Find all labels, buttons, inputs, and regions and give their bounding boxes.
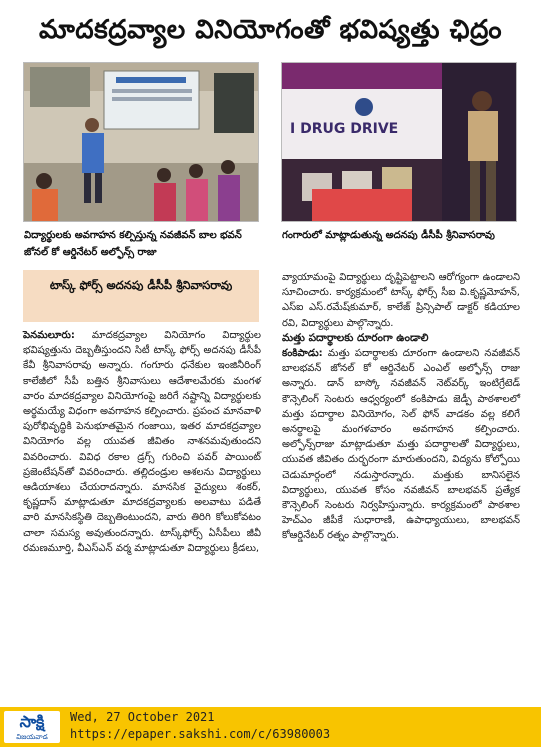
- sakshi-logo: [4, 711, 60, 743]
- dateline: కంకిపాడు:: [282, 348, 323, 360]
- article-body-right: [282, 270, 520, 544]
- pull-quote: టాస్క్ ఫోర్స్ అదనపు డీసీపీ శ్రీనివాసరావు: [23, 270, 259, 322]
- drug-drive-photo: [281, 62, 517, 222]
- dateline: పెనమలూరు:: [23, 330, 75, 341]
- epaper-url[interactable]: https://epaper.sakshi.com/c/63980003: [70, 727, 331, 741]
- photo-caption-left: విద్యార్థులకు అవగాహన కల్పిస్తున్న నవజీవన్ బాల భవన్ జోనల్ కో ఆర్డినేటర్ అల్ఫోన్స్ రాజు: [24, 230, 242, 258]
- photo-caption-right: గంగారులో మాట్లాడుతున్న అదనపు డీసీపీ శ్రీనివాసరావు: [282, 230, 495, 241]
- sub-headline: మత్తు పదార్థాలకు దూరంగా ఉండాలి: [282, 331, 429, 344]
- headline: మాదకద్రవ్యాల వినియోగంతో భవిష్యత్తు ఛిద్రం: [38, 15, 503, 45]
- publication-date: Wed, 27 October 2021: [70, 710, 215, 724]
- classroom-photo: [23, 62, 259, 222]
- banner-text: I DRUG DRIVE: [290, 121, 399, 137]
- logo-wordmark: సాక్షి: [19, 712, 45, 731]
- body-text: వ్యాయామంపై విద్యార్థులు దృష్టిపెట్టాలని ఆరోగ్యంగా ఉండాలని సూచించారు. కార్యక్రమంలో టాస్క్ ఫోర్స్ సీఐ వి.కృష్ణమోహన్, ఎస్ఐ ఎస్.రమేష్‌కుమార్, కాలేజ్ ప్రిన్సిపాల్ డాక్టర్ కడియాల రవి, విద్యార్థులు పాల్గొన్నారు.: [282, 272, 520, 329]
- logo-edition: విజయవాడ: [16, 733, 48, 741]
- body-text: మాదకద్రవ్యాల వినియోగం విద్యార్థుల భవిష్యత్తును దెబ్బతీస్తుందని సిటీ టాస్క్ ఫోర్స్ అదనపు డీసీపీ కేవీ శ్రీనివాసరావు అన్నారు. గంగూరు ధనేకుల ఇంజినీరింగ్ కాలేజీలో సీపీ బత్తిన శ్రీనివాసులు ఆదేశాలమేరకు మంగళ వారం మాదకద్రవ్యాల వినియోగంపై జరిగే నష్టాన్ని విద్యార్థులకు అర్థమయ్యే విధంగా అవగాహన కల్పించారు. ప్రపంచ మానవాళి పురోభివృద్ధికి పెనుభూతమైన గంజాయి, ఇతర మాదకద్రవ్యాల వినియోగం వల్ల యువత జీవితం నాశనమవుతుందని వివరించారు. వివిధ రకాల డ్రగ్స్ గురించి పవర్ పాయింట్ ప్రజెంటేషన్‌తో వివరించారు. తల్లిదండ్రుల ఆశలను విద్యార్థులు ఆడియాశలు చేయరాదన్నారు. మానసిక వైద్యులు శంకర్, కృష్ణదాస్ మాట్లాడుతూ మాదకద్రవ్యాలకు అలవాటు పడితే వారి మానసికస్థితి దెబ్బతింటుందని, వారు తిరిగి కోలుకోవటం చాలా సమస్య అవుతుందన్నారు. టాస్క్‌ఫోర్స్ ఏసీపీలు జీవీ రమణమూర్తి, వీఎస్ఎన్ వర్మ మాట్లాడుతూ విద్యార్థులు క్రీడలు,: [23, 330, 261, 554]
- body-text: మత్తు పదార్థాలకు దూరంగా ఉండాలని నవజీవన్ బాలభవన్ జోనల్ కో ఆర్డినేటర్ ఎంఎల్ అల్ఫోన్స్ రాజు అన్నారు. డాన్ బాస్కో నవజీవన్ నెట్‌వర్క్ ఇంటిగ్రేటెడ్ కౌన్సెలింగ్ సెంటరు ఆధ్వర్యంలో కంకిపాడు జెడ్పీ పాఠశాలలో మత్తు పదార్థాల వినియోగం, సెల్ ఫోన్ వాడకం వల్ల కలిగే అనర్థాలపై మంగళవారం అవగాహన కల్పించారు. అల్ఫోన్స్‌రాజు మాట్లాడుతూ మత్తు పదార్థాలతో విద్యార్థులు, యువత జీవితం దుర్భరంగా మారుతుందని, విద్యను కోల్పోయి చెడుమార్గంలో నడుస్తారన్నారు. మత్తుకు బానిసలైన విద్యార్థులు, యువత కోసం నవజీవన్ బాలభవన్ ప్రత్యేక కౌన్సెలింగ్ సెంటరు నిర్వహిస్తున్నారు. కార్యక్రమంలో పాఠశాల హెచ్ఎం జీపీకే సుధారాణి, ఉపాధ్యాయులు, బాలభవన్ కోఆర్డినేటర్ రత్నం పాల్గొన్నారు.: [282, 348, 520, 542]
- article-body-left: [23, 328, 261, 556]
- footer-bar: [0, 707, 541, 747]
